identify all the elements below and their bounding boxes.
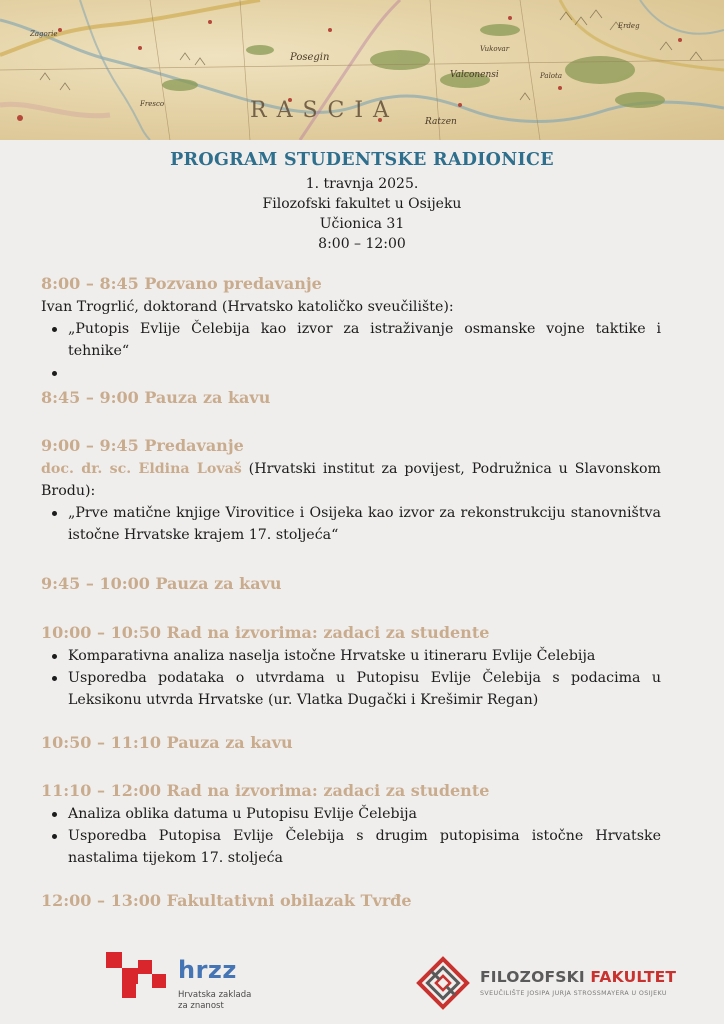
slot-item: „Prve matične knjige Virovitice i Osijeka kao izvor za rekonstrukciju stanovništva istočne Hrvatske krajem 17. stoljeća“ — [68, 502, 661, 546]
speaker-affiliation: (Hrvatski institut za povijest, Podružnica u Slavonskom Brodu): — [41, 461, 662, 499]
slot-heading: 10:50 – 11:10 Pauza za kavu — [41, 733, 293, 752]
slot-item: Analiza oblika datuma u Putopisu Evlije Čelebija — [68, 803, 661, 825]
slot-items — [41, 645, 661, 711]
schedule-slot — [41, 779, 661, 869]
slot-items — [41, 318, 661, 384]
event-date: 1. travnja 2025. — [305, 176, 419, 192]
hrzz-subtitle-line: Hrvatska zaklada — [178, 990, 252, 1000]
map-label: Zagorie — [30, 30, 58, 38]
slot-heading: 11:10 – 12:00 Rad na izvorima: zadaci za studente — [41, 781, 490, 800]
event-room: Učionica 31 — [319, 216, 405, 232]
slot-heading: 8:00 – 8:45 Pozvano predavanje — [41, 274, 322, 293]
slot-item: Komparativna analiza naselja istočne Hrvatske u itineraru Evlije Čelebija — [68, 645, 661, 667]
page-title: PROGRAM STUDENTSKE RADIONICE — [170, 150, 554, 170]
slot-item: Usporedba podataka o utvrdama u Putopisu Evlije Čelebija s podacima u Leksikonu utvrda Hrvatske (ur. Vlatka Dugački i Krešimir Regan) — [68, 667, 661, 711]
slot-item: Usporedba Putopisa Evlije Čelebija s drugim putopisima istočne Hrvatske nastalima tijekom 17. stoljeća — [68, 825, 661, 869]
hrzz-checker-icon — [104, 952, 174, 1002]
speaker-line: Ivan Trogrlić, doktorand (Hrvatsko katoličko sveučilište): — [41, 299, 454, 315]
hrzz-subtitle-line: za znanost — [178, 1001, 224, 1011]
ff-logo — [416, 956, 706, 1012]
slot-item-empty — [68, 362, 661, 384]
event-time: 8:00 – 12:00 — [318, 236, 406, 252]
schedule-slot — [41, 434, 661, 546]
slot-items — [41, 803, 661, 869]
ff-subtitle: SVEUČILIŠTE JOSIPA JURJA STROSSMAYERA U OSIJEKU — [480, 990, 667, 997]
hrzz-subtitle — [178, 990, 251, 1012]
slot-heading: 10:00 – 10:50 Rad na izvorima: zadaci za studente — [41, 623, 490, 642]
map-label: Valconensi — [450, 70, 499, 80]
hrzz-wordmark: hrzz — [178, 956, 237, 984]
schedule-slot — [41, 386, 661, 410]
map-label: Palota — [540, 72, 563, 80]
slot-heading: 9:00 – 9:45 Predavanje — [41, 436, 244, 455]
slot-heading: 8:45 – 9:00 Pauza za kavu — [41, 388, 271, 407]
ff-word-2: FAKULTET — [590, 968, 677, 986]
schedule-slot — [41, 731, 661, 755]
slot-item: „Putopis Evlije Čelebija kao izvor za istraživanje osmanske vojne taktike i tehnike“ — [68, 318, 661, 362]
map-label: Ratzen — [425, 117, 457, 127]
map-label: Fresco — [140, 100, 165, 108]
speaker-line — [41, 458, 661, 502]
program-schedule — [41, 272, 661, 913]
schedule-slot — [41, 272, 661, 384]
map-label: Vukovar — [480, 45, 510, 53]
schedule-slot — [41, 572, 661, 596]
schedule-slot — [41, 889, 661, 913]
slot-heading: 12:00 – 13:00 Fakultativni obilazak Tvrđe — [41, 891, 412, 910]
map-banner — [0, 0, 724, 140]
event-institution: Filozofski fakultet u Osijeku — [262, 196, 462, 212]
map-label-region: RASCIA — [250, 98, 399, 123]
speaker-name: doc. dr. sc. Eldina Lovaš — [41, 461, 242, 477]
program-header — [0, 150, 724, 254]
ff-emblem-icon — [416, 956, 470, 1010]
ff-wordmark — [480, 968, 676, 986]
ff-word-1: FILOZOFSKI — [480, 968, 585, 986]
schedule-slot — [41, 621, 661, 711]
slot-items — [41, 502, 661, 546]
hrzz-logo — [104, 948, 264, 1016]
map-label: Erdeg — [618, 22, 640, 30]
slot-heading: 9:45 – 10:00 Pauza za kavu — [41, 574, 282, 593]
map-label: Posegin — [290, 52, 330, 63]
